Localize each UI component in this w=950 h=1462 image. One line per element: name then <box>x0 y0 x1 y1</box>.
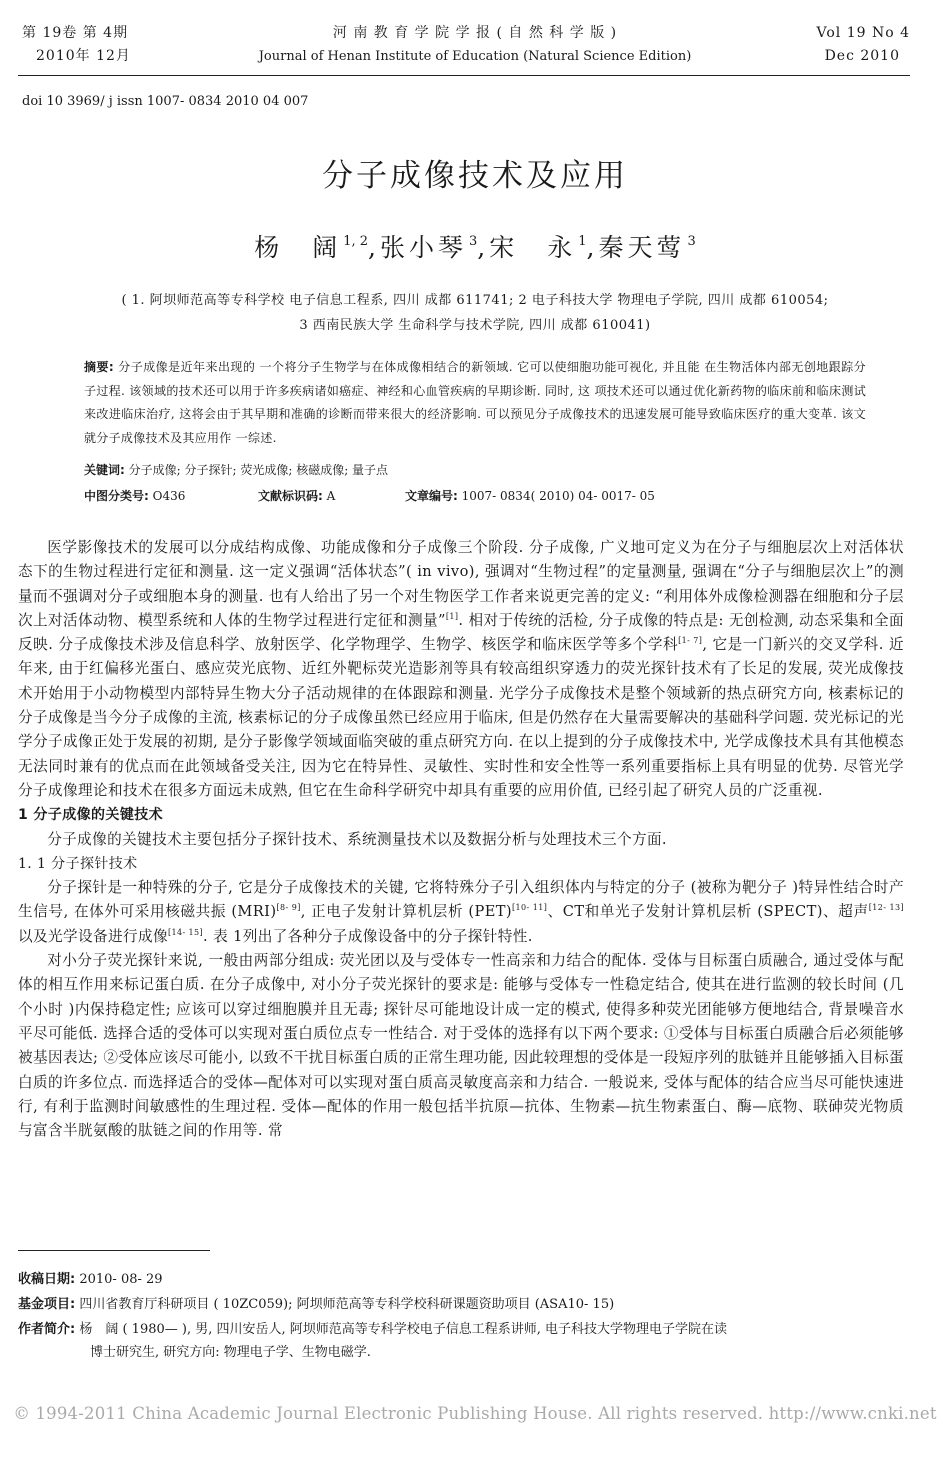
copyright-notice: © 1994-2011 China Academic Journal Electronic Publishing House. All rights reserved. http://www.cnki.net <box>13 1404 937 1423</box>
clc-value: O436 <box>148 489 186 503</box>
body-text: , 正电子发射计算机层析 (PET) <box>300 903 513 921</box>
body-text: 医学影像技术的发展可以分成结构成像、功能成像和分子成像三个阶段. 分子成像, 广义地可定义为在分子与细胞层次上对活体状态下的生物过程进行定征和测量. 这一定义强调“活体状态”( in vivo), 强调对“生物过程”的定量测量, 强调在“分子与细胞层次上”的测量而不强调对分子或细胞本身的测量. 也有人给出了另一个对生物医学工作者来说更完善的定义: “利用体外成像检测器在细胞和分子层次上对活体动物、模型系统和人体的生物学过程进行定征和测量” <box>18 539 904 629</box>
citation: [10- 11] <box>512 903 548 913</box>
citation: [1- 7] <box>678 636 703 646</box>
citation: [8- 9] <box>276 903 301 913</box>
date-en: Dec 2010 <box>824 48 900 64</box>
author-bio <box>18 1318 898 1364</box>
keywords-label: 关键词: <box>84 463 125 477</box>
received-value: 2010- 08- 29 <box>75 1272 163 1287</box>
volume-issue <box>22 22 131 68</box>
volume-line: 第 19卷 第 4期 <box>22 25 129 41</box>
author-list <box>0 228 950 264</box>
author-name: 宋 永 <box>489 233 577 262</box>
author-separator: , <box>586 233 599 262</box>
fund-value: 四川省教育厅科研项目 ( 10ZC059); 阿坝师范高等专科学校科研课题资助项目 (ASA10- 15) <box>75 1297 615 1312</box>
doc-code-label: 文献标识码: <box>258 489 323 503</box>
author-affil-mark: 1, 2 <box>343 234 369 249</box>
abstract-label: 摘要: <box>84 360 115 374</box>
journal-name <box>250 22 700 68</box>
section-heading: 1 分子成像的关键技术 <box>18 807 164 824</box>
citation: [14- 15] <box>167 927 204 937</box>
author-separator: , <box>477 233 490 262</box>
article-number-label: 文章编号: <box>405 489 458 503</box>
abstract-text: 分子成像是近年来出现的 一个将分子生物学与在体成像相结合的新领域. 它可以使细胞功能可视化, 并且能 在生物活体内部无创地跟踪分子过程. 该领域的技术还可以用于许多疾病诸如癌症、神经和心血管疾病的早期诊断. 同时, 这 项技术还可以通过优化新药物的临床前和临床测试来改进临床治疗, 这将会由于其早期和准确的诊断而带来很大的经济影响. 可以预见分子成像技术的迅速发展可能导致临床医疗的重大变革. 该文就分子成像技术及其应用作 一综述. <box>84 360 866 445</box>
affiliation-line: 3 西南民族大学 生命科学与技术学院, 四川 成都 610041) <box>299 318 651 333</box>
abstract <box>84 356 866 450</box>
bio-text: 杨 阔 ( 1980— ), 男, 四川安岳人, 阿坝师范高等专科学校电子信息工程系讲师, 电子科技大学物理电子学院在读 <box>75 1322 728 1337</box>
author-affil-mark: 3 <box>687 234 696 249</box>
body-text: 、CT和单光子发射计算机层析 (SPECT)、超声 <box>547 903 869 921</box>
doc-code-value: A <box>322 489 336 503</box>
volume-issue-en <box>817 22 910 68</box>
article-title: 分子成像技术及应用 <box>322 158 628 194</box>
journal-name-cn: 河 南 教 育 学 院 学 报 ( 自 然 科 学 版 ) <box>332 25 618 41</box>
body-text: 以及光学设备进行成像 <box>18 927 168 945</box>
bio-text-cont: 博士研究生, 研究方向: 物理电子学、生物电磁学. <box>90 1345 371 1360</box>
subsection-heading: 1. 1 分子探针技术 <box>18 855 138 872</box>
article-body <box>18 536 904 1143</box>
body-paragraph <box>18 536 904 803</box>
citation: [1] <box>445 612 459 622</box>
body-text: . 表 1列出了各种分子成像设备中的分子探针特性. <box>203 927 533 945</box>
author-affil-mark: 1 <box>578 234 587 249</box>
date-line: 2010年 12月 <box>36 48 131 64</box>
fund-info <box>18 1293 898 1316</box>
body-paragraph: 分子成像的关键技术主要包括分子探针技术、系统测量技术以及数据分析与处理技术三个方面. <box>47 830 667 848</box>
clc-number <box>84 487 185 504</box>
article-number <box>405 487 655 504</box>
affiliations <box>40 288 910 338</box>
footnote-rule <box>18 1250 210 1251</box>
body-paragraph: 对小分子荧光探针来说, 一般由两部分组成: 荧光团以及与受体专一性高亲和力结合的配体. 受体与目标蛋白质融合, 通过受体与配体的相互作用来标记蛋白质. 在分子成像中, 对小分子荧光探针的要求是: 能够与受体专一性稳定结合, 使其在进行监测的较长时间 (几个小时 )内保持稳定性; 应该可以穿过细胞膜并且无毒; 探针尽可能地设计成一定的模式, 使得多种荧光团能够方便地结合, 背景噪音水平尽可能低. 选择合适的受体可以实现对蛋白质位点专一性结合. 对于受体的选择有以下两个要求: ①受体与目标蛋白质融合后必须能够被基因表达; ②受体应该尽可能小, 以致不干扰目标蛋白质的正常生理功能, 因此较理想的受体是一段短序列的肽链并且能够插入目标蛋白质的许多位点. 而选择适合的受体—配体对可以实现对蛋白质高灵敏度高亲和力结合. 一般说来, 受体与配体的结合应当尽可能快速进行, 有利于监测时间敏感性的生理过程. 受体—配体的作用一般包括半抗原—抗体、生物素—抗生物素蛋白、酶—底物、联砷荧光物质与富含半胱氨酸的肽链之间的作用等. 常 <box>18 952 904 1140</box>
fund-label: 基金项目: <box>18 1297 76 1312</box>
author-name: 张小琴 <box>379 233 467 262</box>
body-text: . 相对于传统的活检, 分子成像的特点是: 无创检测, 动态采集和全面反映. 分子成像技术涉及信息科学、放射医学、化学物理学、生物学、核医学和临床医学等多个学科 <box>18 611 904 654</box>
affiliation-line: ( 1. 阿坝师范高等专科学校 电子信息工程系, 四川 成都 611741; 2 电子科技大学 物理电子学院, 四川 成都 610054; <box>121 293 829 308</box>
author-separator: , <box>368 233 380 262</box>
keywords-text: 分子成像; 分子探针; 荧光成像; 核磁成像; 量子点 <box>124 463 389 477</box>
article-number-value: 1007- 0834( 2010) 04- 0017- 05 <box>457 489 655 503</box>
header-rule <box>18 75 910 76</box>
journal-name-en: Journal of Henan Institute of Education (Natural Science Edition) <box>258 49 692 64</box>
received-label: 收稿日期: <box>18 1272 76 1287</box>
body-paragraph <box>18 876 904 949</box>
keywords <box>84 461 388 478</box>
bio-label: 作者简介: <box>18 1322 76 1337</box>
author-affil-mark: 3 <box>469 234 478 249</box>
doi: doi 10 3969/ j issn 1007- 0834 2010 04 007 <box>22 94 309 109</box>
citation: [12- 13] <box>868 903 904 913</box>
author-name: 杨 阔 <box>254 233 342 262</box>
body-text: 分子探针是一种特殊的分子, 它是分子成像技术的关键, 它将特殊分子引入组织体内与特定的分子 (被称为靶分子 )特异性结合时产生信号, 在体外可采用核磁共振 (MRI) <box>18 879 904 921</box>
body-text: , 它是一门新兴的交叉学科. 近年来, 由于红偏移光蛋白、感应荧光底物、近红外靶标荧光造影剂等具有较高组织穿透力的荧光探针技术有了长足的发展, 荧光成像技术开始用于小动物模型内部特异生物大分子活动规律的在体跟踪和测量. 光学分子成像技术是整个领域新的热点研究方向, 核素标记的分子成像是当今分子成像的主流, 核素标记的分子成像虽然已经应用于临床, 但是仍然存在大量需要解决的基础科学问题. 荧光标记的光学分子成像正处于发展的初期, 是分子影像学领域面临突破的重点研究方向. 在以上提到的分子成像技术中, 光学成像技术具有其他模态无法同时兼有的优点而在此领域备受关注, 因为它在特异性、灵敏性、实时性和安全性等一系列重要指标上具有明显的优势. 尽管光学分子成像理论和技术在很多方面远未成熟, 但它在生命科学研究中却具有重要的应用价值, 已经引起了研究人员的广泛重视. <box>18 636 904 799</box>
author-name: 秦天莺 <box>598 233 686 262</box>
volume-en: Vol 19 No 4 <box>816 25 910 41</box>
received-date <box>18 1268 898 1291</box>
document-code <box>258 487 335 504</box>
clc-label: 中图分类号: <box>84 489 149 503</box>
